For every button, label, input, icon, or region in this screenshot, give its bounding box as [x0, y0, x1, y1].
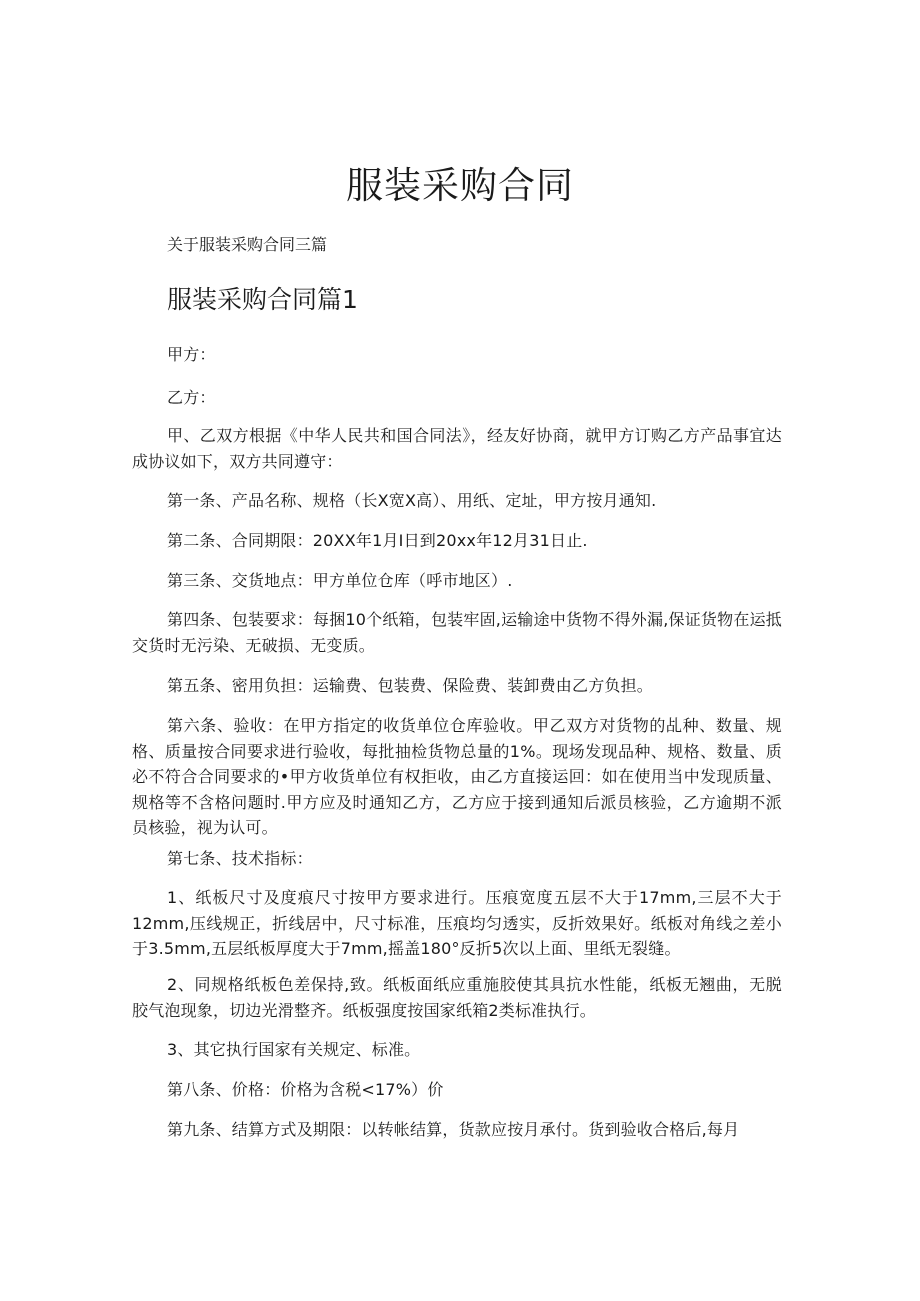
clause-9-paragraph: 第九条、结算方式及期限：以转帐结算，货款应按月承付。货到验收合格后,每月 [167, 1120, 740, 1139]
clause-8-paragraph: 第八条、价格：价格为含税<17%）价 [167, 1080, 444, 1099]
technical-item-2: 2、同规格纸板色差保持,致。纸板面纸应重施胶使其具抗水性能，纸板无翘曲，无脱胶气泡现象，切边光滑整齐。纸板强度按国家纸箱2类标准执行。 [132, 975, 782, 1020]
party-a-line: 甲方： [167, 345, 216, 364]
section-heading: 服装采购合同篇1 [167, 285, 358, 314]
party-b-line: 乙方： [167, 388, 216, 407]
clause-5-paragraph: 第五条、密用负担：运输费、包装费、保险费、装卸费由乙方负担。 [167, 676, 654, 695]
clause-1-paragraph: 第一条、产品名称、规格（长X宽X高）、用纸、定址，甲方按月通知. [167, 491, 657, 510]
technical-item-3: 3、其它执行国家有关规定、标准。 [167, 1040, 421, 1059]
clause-4-paragraph: 第四条、包装要求：每捆10个纸箱，包装牢固,运输途中货物不得外漏,保证货物在运抵交货时无污染、无破损、无变质。 [132, 610, 782, 655]
preamble-paragraph: 甲、乙双方根据《中华人民共和国合同法》，经友好协商，就甲方订购乙方产品事宜达成协议如下，双方共同遵守： [132, 426, 782, 471]
document-subtitle: 关于服装采购合同三篇 [167, 235, 328, 254]
clause-6-paragraph: 第六条、验收：在甲方指定的收货单位仓库验收。甲乙双方对货物的乩种、数量、规格、质量按合同要求进行验收，每批抽检货物总量的1%。现场发现品种、规格、数量、质必不符合合同要求的•甲方收货单位有权拒收，由乙方直接运回：如在使用当中发现质量、规格等不含格问题时.甲方应及时通知乙方，乙方应于接到通知后派员核验，乙方逾期不派员核验，视为认可。 [132, 716, 782, 837]
clause-7-paragraph: 第七条、技术指标： [167, 849, 313, 868]
clause-2-paragraph: 第二条、合同期限：20XX年1月I日到20xx年12月31日止. [167, 531, 588, 550]
technical-item-1: 1、纸板尺寸及度痕尺寸按甲方要求进行。压痕宽度五层不大于17mm,三层不大于12mm,压线规正，折线居中，尺寸标准，压痕均匀透实，反折效果好。纸板对角线之差小于3.5mm,五层纸板厚度大于7mm,摇盖180°反折5次以上面、里纸无裂缝。 [132, 888, 782, 958]
clause-3-paragraph: 第三条、交货地点：甲方单位仓库（呼市地区）. [167, 571, 513, 590]
document-title: 服装采购合同 [346, 164, 574, 207]
